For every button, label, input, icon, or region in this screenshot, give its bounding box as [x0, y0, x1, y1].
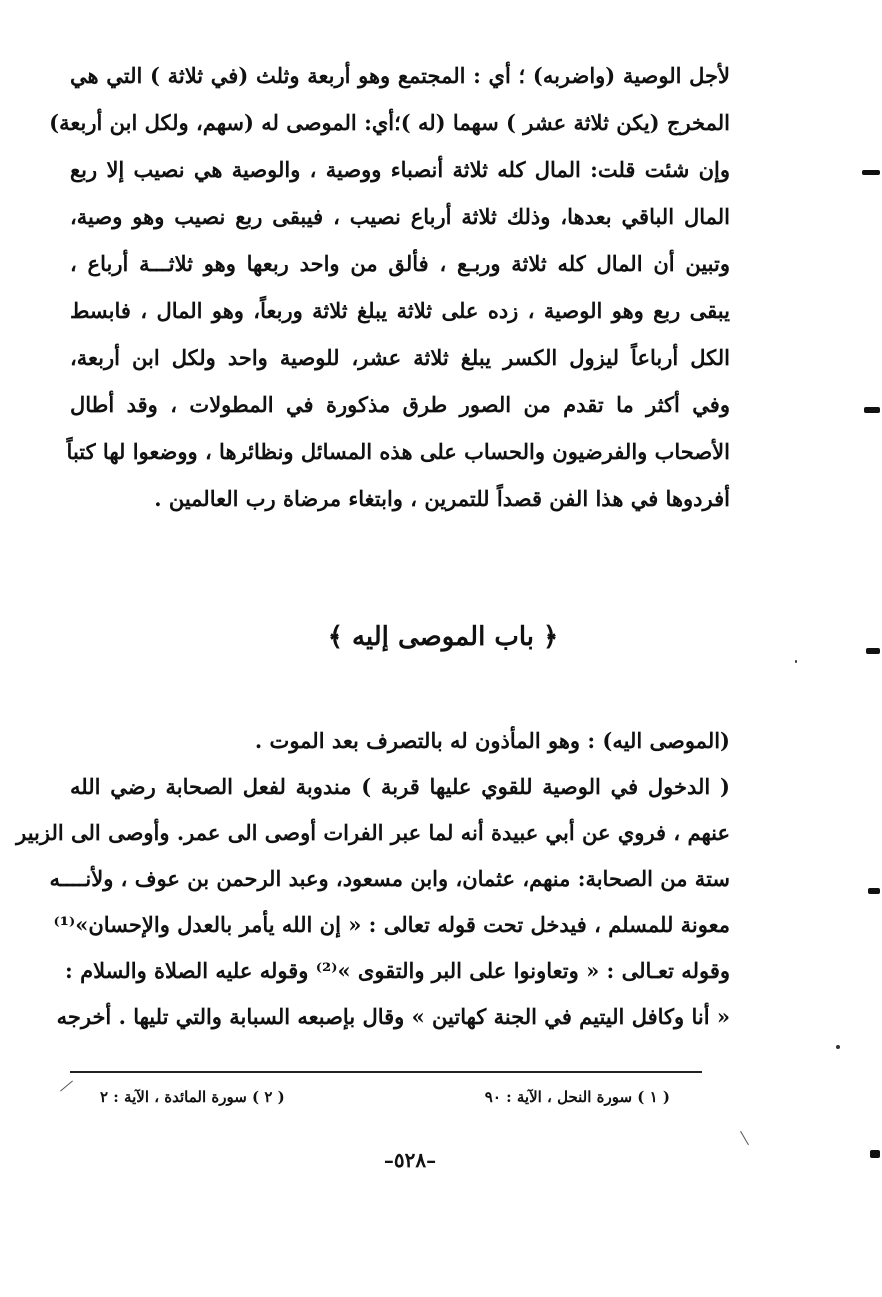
text-line: وإن شئت قلت: المال كله ثلاثة أنصباء ووصية ، والوصية هي نصيب إلا ربع	[70, 157, 730, 182]
footnotes	[70, 1083, 670, 1111]
scan-speck	[795, 660, 797, 663]
text-line: الكل أرباعاً ليزول الكسر يبلغ ثلاثة عشر، للوصية واحد ولكل ابن أربعة،	[70, 345, 730, 370]
text-line: لأجل الوصية (واضربه) ؛ أي : المجتمع وهو أربعة وثلث (في ثلاثة ) التي هي	[70, 63, 730, 88]
margin-mark	[866, 648, 880, 654]
page-number: –٥٢٨–	[383, 1148, 437, 1172]
margin-mark	[862, 170, 880, 175]
section-heading: ﴿ باب الموصى إليه ﴾	[327, 622, 559, 652]
text-line: وقوله تعـالى : « وتعاونوا على البر والتقوى »⁽²⁾ وقوله عليه الصلاة والسلام :	[65, 958, 730, 983]
margin-mark	[870, 1150, 880, 1158]
footnote-2: ( ٢ ) سورة المائدة ، الآية : ٢	[100, 1088, 285, 1106]
text-line: أفردوها في هذا الفن قصداً للتمرين ، وابتغاء مرضاة رب العالمين .	[154, 486, 730, 511]
scan-stroke	[740, 1131, 749, 1145]
text-line: عنهم ، فروي عن أبي عبيدة أنه لما عبر الفرات أوصى الى عمر. وأوصى الى الزبير	[16, 820, 730, 845]
text-line: يبقى ربع وهو الوصية ، زده على ثلاثة يبلغ ثلاثة وربعاً، وهو المال ، فابسط	[70, 298, 730, 323]
footnote-divider	[70, 1071, 702, 1073]
text-line: ( الدخول في الوصية للقوي عليها قربة ) مندوبة لفعل الصحابة رضي الله	[70, 774, 730, 799]
text-line: معونة للمسلم ، فيدخل تحت قوله تعالى : « إن الله يأمر بالعدل والإحسان»⁽¹⁾	[53, 912, 730, 937]
text-line: المخرج (يكن ثلاثة عشر ) سهما (له )؛أي: الموصى له (سهم، ولكل ابن أربعة)	[49, 110, 730, 135]
margin-mark	[864, 407, 880, 413]
text-line: وفي أكثر ما تقدم من الصور طرق مذكورة في المطولات ، وقد أطال	[70, 392, 730, 417]
margin-mark	[868, 888, 880, 894]
paragraph-section-text	[16, 718, 730, 1040]
text-line: (الموصى اليه) : وهو المأذون له بالتصرف بعد الموت .	[254, 728, 730, 753]
text-line: ستة من الصحابة: منهم، عثمان، وابن مسعود، وعبد الرحمن بن عوف ، ولأنــــه	[49, 866, 730, 891]
scan-speck	[836, 1045, 840, 1049]
text-line: وتبين أن المال كله ثلاثة وربـع ، فألق من واحد ربعها وهو ثلاثـــة أرباع ،	[70, 251, 730, 276]
text-line: المال الباقي بعدها، وذلك ثلاثة أرباع نصيب ، فيبقى ربع نصيب وهو وصية،	[70, 204, 730, 229]
footnote-1: ( ١ ) سورة النحل ، الآية : ٩٠	[484, 1088, 670, 1106]
paragraph-main-text	[49, 52, 730, 522]
text-line: « أنا وكافل اليتيم في الجنة كهاتين » وقال بإصبعه السبابة والتي تليها . أخرجه	[56, 1004, 730, 1029]
text-line: الأصحاب والفرضيون والحساب على هذه المسائل ونظائرها ، ووضعوا لها كتباً	[66, 439, 730, 464]
